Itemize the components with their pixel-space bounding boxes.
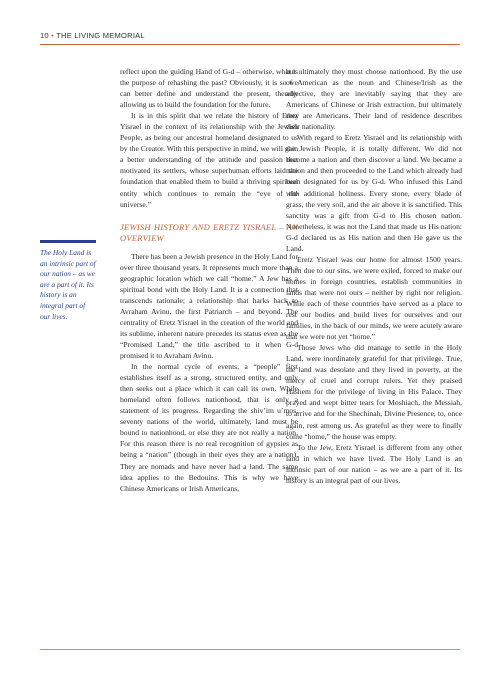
running-title: THE LIVING MEMORIAL xyxy=(56,31,145,40)
header-rule xyxy=(40,44,460,45)
paragraph: Those Jews who did manage to settle in the Holy Land, were inordinately grateful for that privilege. True, the land was desolate and they lived in poverty, at the mercy of cruel and corrupt rulers. Yet they praised Hashem for the privilege of living in His Palace. They prayed and wept bitter tears for Moshiach, the Messiah, to arrive and for the Shechinah, Divine Presence, to, once again, rest among us. As grateful as they were to finally come “home,” the house was empty. xyxy=(286,343,462,441)
header-separator: • xyxy=(51,31,55,40)
paragraph: In the normal cycle of events, a “people” first establishes itself as a strong, structured entity, and only then seeks out a place which it can call its own. While homeland often follows nationhood, that is only a statement of its progress. Regarding the shiv’im u’mos, seventy nations of the world, ultimately, land must be bound to nationhood, or else they are not really a nation. For this reason there is no real recognition of gypsies as being a “nation” (though in their eyes they are a nation). They are nomads and have never had a land. The same idea applies to the Bedouins. This is why we have Chinese Americans or Irish Americans, xyxy=(120,362,298,493)
paragraph: It is in this spirit that we relate the history of Eretz Yisrael in the context of its relationship with the Jewish People, as being our ancestral homeland designated to us by the Creator. With this perspective in mind, we will gain a better understanding of the attitude and passion that motivated its settlers, whose superhuman efforts laid the foundation that enabled them to build a thriving spiritual entity which continues to remain the “eye of the universe.” xyxy=(120,111,298,209)
section-heading: JEWISH HISTORY AND ERETZ YISRAEL – AN OVERVIEW xyxy=(120,221,298,243)
right-column xyxy=(286,66,462,486)
sidebar xyxy=(40,240,96,322)
footer-rule xyxy=(40,649,460,650)
paragraph: To the Jew, Eretz Yisrael is different from any other land in which we have lived. The Holy Land is an intrinsic part of our nation – as we are a part of it. Its history is an integral part of our lives. xyxy=(286,442,462,485)
paragraph: reflect upon the guiding Hand of G-d – otherwise, what is the purpose of rehashing the past? Obviously, it is so we can better define and understand the present, thereby allowing us to build the foundation for the future. xyxy=(120,67,298,110)
left-column xyxy=(120,66,298,494)
running-header xyxy=(40,31,460,40)
paragraph: There has been a Jewish presence in the Holy Land for over three thousand years. It represents much more than a geographic location which we call “home.” A Jew has a spiritual bond with the Holy Land. It is a connection that transcends rationale; a relationship that harks back to Avraham Avinu, the first Patriarch – and beyond. The centrality of Eretz Yisrael in the creation of the world and its sublime, inherent nature precedes its status even as the “Promised Land,” the title ascribed to it when G-d promised it to Avraham Avinu. xyxy=(120,251,298,361)
pull-quote: The Holy Land is an intrinsic part of our nation – as we are a part of it. Its history is an integral part of our lives. xyxy=(40,248,96,321)
paragraph: Eretz Yisrael was our home for almost 1500 years. Then due to our sins, we were exiled, forced to make our homes in foreign countries, establish communities in lands that were not ours – neither by right nor religion. While each of these countries have served as a place to rest our bodies and build lives for ourselves and our families, in the back of our minds, we were acutely aware that we were not yet “home.” xyxy=(286,254,462,342)
sidebar-bar xyxy=(40,240,96,243)
page-number: 10 xyxy=(40,31,49,40)
paragraph: With regard to Eretz Yisrael and its relationship with the Jewish People, it is totally different. We did not become a nation and then discover a land. We became a nation and then proceeded to the Land which already had been designated for us by G-d. Who infused this Land with additional holiness. Every stone, every blade of grass, the very soil, and the air above it is sanctified. This sanctity was a gift from G-d to His chosen nation. Nonetheless, it was not the Land that made us His nation: G-d declared us as His nation and then He gave us the Land. xyxy=(286,133,462,253)
paragraph: but ultimately they must choose nationhood. By the use of American as the noun and Chinese/Irish as the adjective, they are inevitably saying that they are Americans of Chinese or Irish extraction, but ultimately they are Americans. Their land of residence describes their nationality. xyxy=(286,67,462,132)
